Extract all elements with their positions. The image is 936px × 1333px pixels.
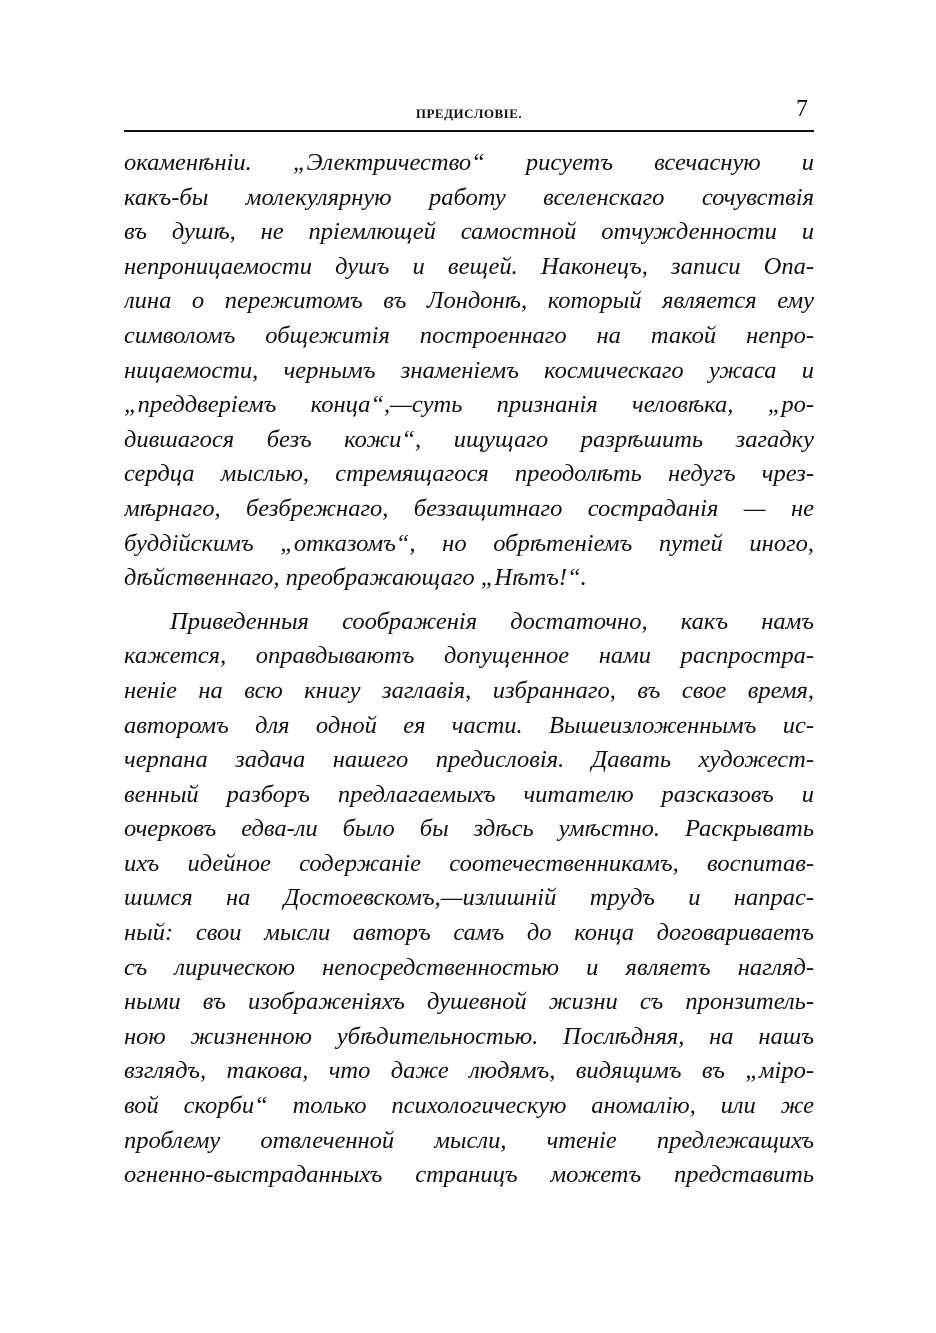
text-line: ный: свои мысли авторъ самъ до конца договариваетъ: [124, 919, 814, 947]
page-number: 7: [796, 96, 808, 122]
text-line: вой скорби“ только психологическую аномалію, или же: [124, 1092, 814, 1120]
text-line: сердца мыслью, стремящагося преодолѣть недугъ чрез-: [124, 460, 814, 488]
paragraph: [124, 146, 814, 596]
text-line: авторомъ для одной ея части. Вышеизложеннымъ ис-: [124, 711, 814, 739]
text-line: дѣйственнаго, преображающаго „Нѣтъ!“.: [124, 564, 587, 592]
text-line: лина о пережитомъ въ Лондонѣ, который является ему: [124, 287, 814, 315]
text-line: взглядъ, такова, что даже людямъ, видящимъ въ „міро-: [124, 1057, 814, 1085]
text-line: ницаемости, чернымъ знаменіемъ космическаго ужаса и: [124, 356, 814, 384]
page-header: [124, 96, 814, 132]
text-line: „преддверіемъ конца“,—суть признанія человѣка, „ро-: [124, 391, 814, 419]
text-line: ною жизненною убѣдительностью. Послѣдняя, на нашъ: [124, 1022, 814, 1050]
text-line: непроницаемости душъ и вещей. Наконецъ, записи Опа-: [124, 252, 814, 280]
text-line: неніе на всю книгу заглавія, избраннаго, въ свое время,: [124, 676, 814, 704]
text-line: ихъ идейное содержаніе соотечественникамъ, воспитав-: [124, 849, 814, 877]
text-line: черпана задача нашего предисловія. Давать художест-: [124, 746, 814, 774]
text-line: въ душѣ, не пріемлющей самостной отчужденности и: [124, 218, 814, 246]
text-line: съ лирическою непосредственностью и являетъ нагляд-: [124, 953, 814, 981]
text-line: шимся на Достоевскомъ,—излишній трудъ и напрас-: [124, 884, 814, 912]
text-line: ными въ изображеніяхъ душевной жизни съ пронзитель-: [124, 988, 814, 1016]
text-line: окаменѣніи. „Электричество“ рисуетъ всечасную и: [124, 149, 814, 176]
text-line: дившагося безъ кожи“, ищущаго разрѣшить загадку: [124, 425, 814, 453]
text-line: мѣрнаго, безбрежнаго, беззащитнаго состраданія — не: [124, 494, 814, 522]
text-line: буддійскимъ „отказомъ“, но обрѣтеніемъ путей иного,: [124, 529, 814, 557]
text-line: огненно-выстраданныхъ страницъ можетъ представить: [124, 1161, 814, 1189]
text-line: символомъ общежитія построеннаго на такой непро-: [124, 321, 814, 349]
text-line: Приведенныя соображенія достаточно, какъ намъ: [170, 607, 814, 635]
paragraph-gap: [124, 596, 814, 605]
body-text: [124, 146, 814, 1193]
paragraph: [124, 605, 814, 1193]
text-line: какъ-бы молекулярную работу вселенскаго сочувствія: [124, 183, 814, 211]
text-line: кажется, оправдываютъ допущенное нами распростра-: [124, 642, 814, 670]
text-line: проблему отвлеченной мысли, чтеніе предлежащихъ: [124, 1126, 814, 1154]
running-title: ПРЕДИСЛОВІЕ.: [415, 106, 523, 121]
text-line: очерковъ едва-ли было бы здѣсь умѣстно. Раскрывать: [124, 815, 814, 843]
text-line: венный разборъ предлагаемыхъ читателю разсказовъ и: [124, 780, 814, 808]
